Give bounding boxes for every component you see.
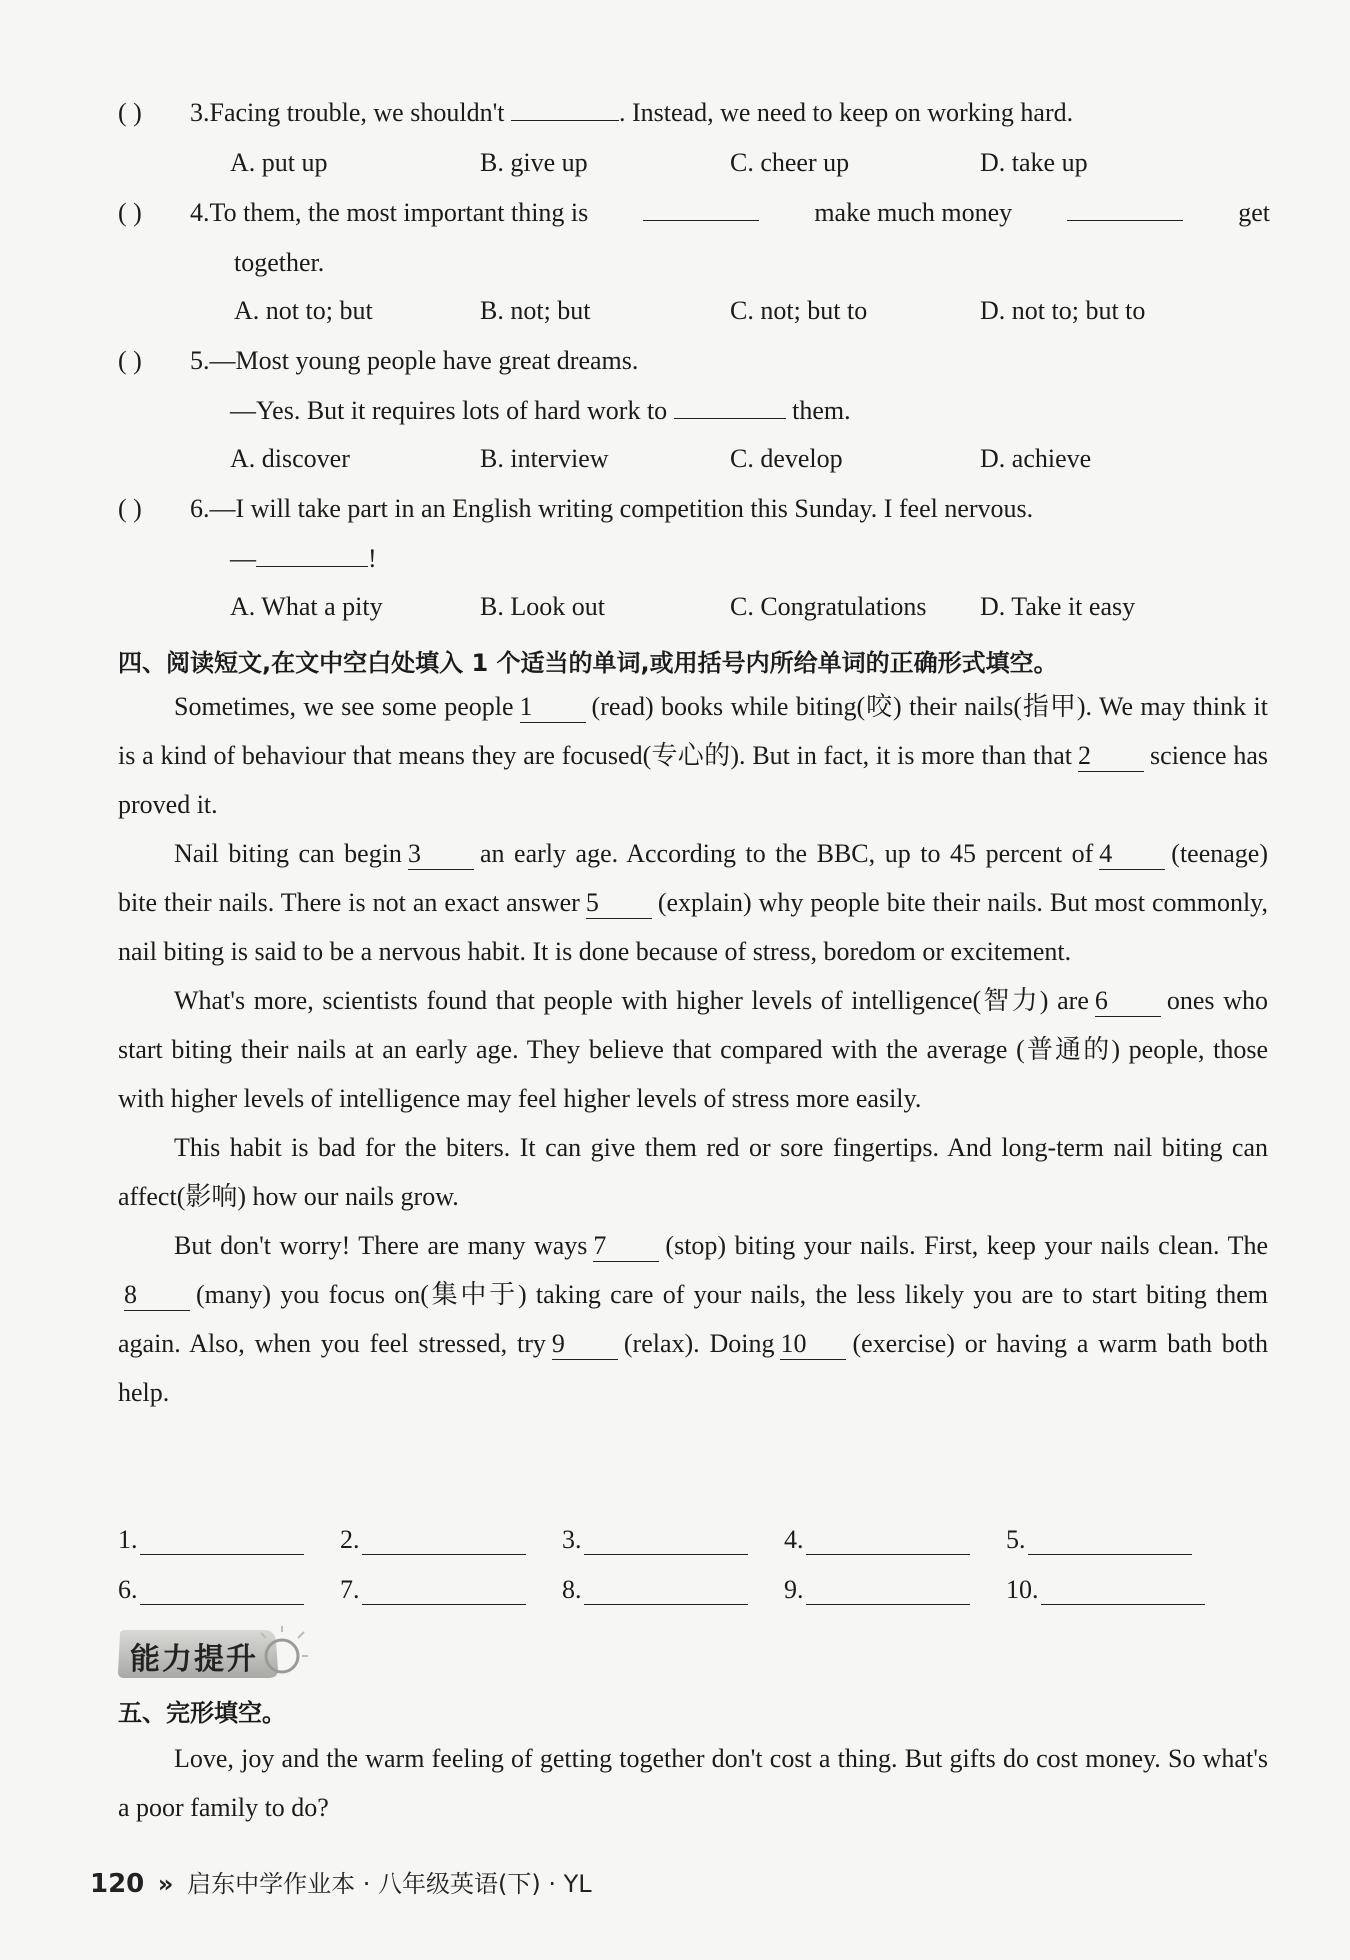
option-a: A. discover <box>230 444 350 473</box>
paragraph-5: But don't worry! There are many ways 7 (stop) biting your nails. First, keep your nails clean. The8 (many) you focus on(集中于) taking care of your nails, the less likely you are to start biting them again. Also, when you feel stressed, try 9 (relax). Doing 10 (exercise) or having a warm bath both help. <box>118 1231 1269 1407</box>
page-footer <box>90 1864 592 1899</box>
question-4-line2: together. <box>234 248 325 277</box>
question-stem: — <box>230 544 256 573</box>
paragraph-3: What's more, scientists found that people with higher levels of intelligence(智力) are 6 ones who start biting their nails at an early age. They believe that compared with the average (普通的) people, those with higher levels of intelligence may feel higher levels of stress more easily. <box>118 986 1269 1113</box>
paragraph-2: Nail biting can begin 3 an early age. According to the BBC, up to 45 percent of 4 (teenage) bite their nails. There is not an exact answer 5 (explain) why people bite their nails. But most commonly, nail biting is said to be a nervous habit. It is done because of stress, boredom or excitement. <box>118 839 1268 966</box>
blank <box>511 98 619 121</box>
option-c: C. cheer up <box>730 148 850 177</box>
section-5-heading: 五、完形填空。 <box>118 1699 286 1727</box>
question-stem: —Yes. But it requires lots of hard work to <box>230 396 668 425</box>
paragraph-4: This habit is bad for the biters. It can give them red or sore fingertips. And long-term nail biting can affect(影响) how our nails grow. <box>118 1133 1268 1211</box>
question-5-line2 <box>230 396 851 426</box>
option-a: A. put up <box>230 148 328 177</box>
question-stem: To them, the most important thing is <box>209 198 589 227</box>
numbered-blank: 10 <box>780 1329 846 1360</box>
question-number: 3. <box>190 98 210 127</box>
numbered-blank: 1 <box>520 692 586 723</box>
answer-field[interactable]: 7. <box>340 1574 562 1605</box>
blank <box>1067 198 1183 221</box>
question-stem: get <box>1238 198 1270 227</box>
answer-row-1 <box>118 1524 1238 1555</box>
option-b: B. give up <box>480 148 588 177</box>
section-4-heading: 四、阅读短文,在文中空白处填入 1 个适当的单词,或用括号内所给单词的正确形式填空。 <box>118 649 1058 677</box>
question-stem: Facing trouble, we shouldn't <box>209 98 511 127</box>
option-c: C. Congratulations <box>730 592 927 621</box>
answer-paren-q3[interactable]: ( ) <box>118 98 142 127</box>
option-d: D. not to; but to <box>980 296 1146 325</box>
answer-paren-q6[interactable]: ( ) <box>118 494 142 523</box>
numbered-blank: 9 <box>552 1329 618 1360</box>
badge-text: 能力提升 <box>130 1642 258 1677</box>
question-number: 6. <box>190 494 210 523</box>
section-4-passage <box>118 682 1268 1417</box>
option-a: A. not to; but <box>234 296 373 325</box>
answer-paren-q4[interactable]: ( ) <box>118 198 142 227</box>
answer-field[interactable]: 4. <box>784 1524 1006 1555</box>
answer-field[interactable]: 5. <box>1006 1524 1228 1555</box>
option-c: C. develop <box>730 444 843 473</box>
answer-field[interactable]: 10. <box>1006 1574 1228 1605</box>
answer-field[interactable]: 2. <box>340 1524 562 1555</box>
blank <box>256 544 368 567</box>
ability-badge <box>114 1626 308 1682</box>
numbered-blank: 7 <box>593 1231 659 1262</box>
answer-row-2 <box>118 1574 1238 1605</box>
question-stem: make much money <box>814 198 1013 227</box>
answer-field[interactable]: 3. <box>562 1524 784 1555</box>
answer-field[interactable]: 1. <box>118 1524 340 1555</box>
option-a: A. What a pity <box>230 592 383 621</box>
option-d: D. achieve <box>980 444 1092 473</box>
question-6-line2 <box>230 544 377 574</box>
question-number: 4. <box>190 198 210 227</box>
option-b: B. not; but <box>480 296 591 325</box>
paragraph-cloze-1: Love, joy and the warm feeling of getting together don't cost a thing. But gifts do cost money. So what's a poor family to do? <box>118 1744 1268 1822</box>
numbered-blank: 5 <box>586 888 652 919</box>
question-stem: them. <box>792 396 851 425</box>
section-5-passage <box>118 1734 1268 1832</box>
option-b: B. interview <box>480 444 609 473</box>
option-d: D. Take it easy <box>980 592 1136 621</box>
question-stem: . Instead, we need to keep on working hard. <box>618 98 1074 127</box>
numbered-blank: 2 <box>1078 741 1144 772</box>
question-3 <box>190 98 1073 128</box>
numbered-blank: 6 <box>1095 986 1161 1017</box>
page-number: 120 <box>90 1869 145 1899</box>
double-arrow-icon: » <box>157 1870 174 1898</box>
question-stem: ! <box>368 544 377 573</box>
answer-field[interactable]: 8. <box>562 1574 784 1605</box>
answer-field[interactable]: 9. <box>784 1574 1006 1605</box>
blank <box>674 396 786 419</box>
numbered-blank: 3 <box>408 839 474 870</box>
numbered-blank: 8 <box>124 1280 190 1311</box>
question-number: 5. <box>190 346 210 375</box>
numbered-blank: 4 <box>1099 839 1165 870</box>
question-stem: —I will take part in an English writing competition this Sunday. I feel nervous. <box>209 494 1034 523</box>
question-4 <box>190 198 1270 228</box>
answer-paren-q5[interactable]: ( ) <box>118 346 142 375</box>
option-d: D. take up <box>980 148 1088 177</box>
answer-field[interactable]: 6. <box>118 1574 340 1605</box>
book-title: 启东中学作业本 · 八年级英语(下) · YL <box>187 1870 592 1898</box>
question-5 <box>190 346 638 376</box>
option-c: C. not; but to <box>730 296 868 325</box>
option-b: B. Look out <box>480 592 605 621</box>
paragraph-1: Sometimes, we see some people 1 (read) books while biting(咬) their nails(指甲). We may think it is a kind of behaviour that means they are focused(专心的). But in fact, it is more than that 2 science has proved it. <box>118 692 1268 819</box>
blank <box>643 198 759 221</box>
question-stem: —Most young people have great dreams. <box>209 346 639 375</box>
question-6 <box>190 494 1033 524</box>
